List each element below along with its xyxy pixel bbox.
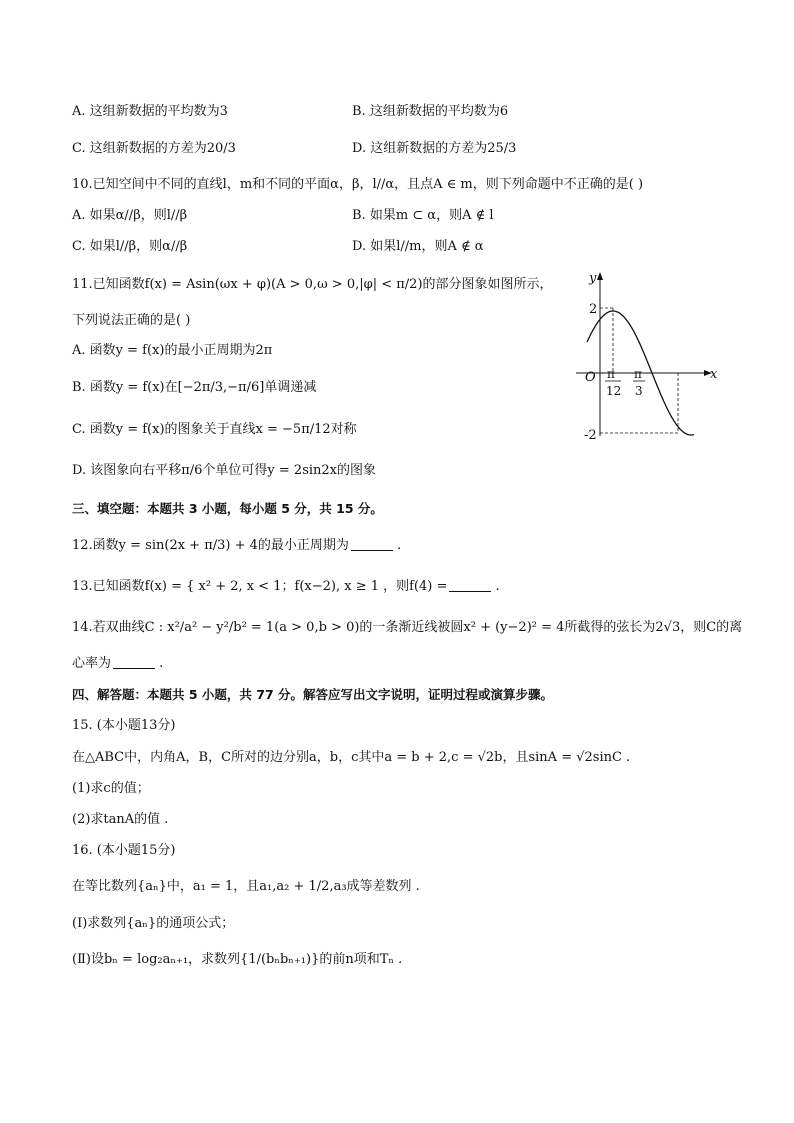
q14-line2: 心率为 . [72,656,164,671]
q14-blank[interactable] [113,656,155,669]
q9-option-b: B. 这组新数据的平均数为6 [352,104,509,119]
q11-option-d: D. 该图象向右平移π/6个单位可得y = 2sin2x的图象 [72,463,376,478]
y-axis-arrow-icon [597,272,603,280]
q10-option-a: A. 如果α//β，则l//β [72,208,188,223]
q9-option-c: C. 这组新数据的方差为20/3 [72,141,236,156]
tick2-den: 3 [635,384,643,398]
q16-title: 16. (本小题15分) [72,843,176,858]
q16-part1: (Ⅰ)求数列{aₙ}的通项公式； [72,916,235,931]
sine-graph [572,268,722,448]
section-4-heading: 四、解答题：本题共 5 小题，共 77 分。解答应写出文字说明，证明过程或演算步骤。 [72,687,554,702]
q11-stem-line2: 下列说法正确的是( ) [72,313,191,328]
q12: 12.函数y = sin(2x + π/3) + 4的最小正周期为 . [72,538,402,553]
x-axis-label: x [710,367,718,382]
q13: 13.已知函数f(x) = { x² + 2, x < 1；f(x−2), x ≥ 1 ，则f(4) = . [72,579,500,594]
q9-option-d: D. 这组新数据的方差为25/3 [352,141,517,156]
q11-option-c: C. 函数y = f(x)的图象关于直线x = −5π/12对称 [72,422,357,437]
q10-option-c: C. 如果l//β，则α//β [72,239,188,254]
q11-option-a: A. 函数y = f(x)的最小正周期为2π [72,343,273,358]
section-3-heading: 三、填空题：本题共 3 小题，每小题 5 分，共 15 分。 [72,501,383,516]
tick1-den: 12 [606,384,622,398]
origin-label: O [585,370,596,385]
y-max-label: 2 [589,302,598,317]
q11-option-b: B. 函数y = f(x)在[−2π/3,−π/6]单调递减 [72,380,317,395]
q15-part2: (2)求tanA的值 . [72,812,169,827]
q10-option-b: B. 如果m ⊂ α，则A ∉ l [352,208,494,223]
q15-stem: 在△ABC中，内角A，B，C所对的边分别a，b，c其中a = b + 2,c = √2b，且sinA = √2sinC . [72,750,631,765]
y-min-label: -2 [584,428,597,443]
q16-part2: (Ⅱ)设bₙ = log₂aₙ₊₁，求数列{1/(bₙbₙ₊₁)}的前n项和Tₙ . [72,952,403,967]
y-axis-label: y [589,271,597,286]
q13-text: 13.已知函数f(x) = { x² + 2, x < 1；f(x−2), x ≥ 1 ，则f(4) = [72,579,448,594]
q10-option-d: D. 如果l//m，则A ∉ α [352,239,484,254]
q14-line1: 14.若双曲线C : x²/a² − y²/b² = 1(a > 0,b > 0)的一条渐近线被圆x² + (y−2)² = 4所截得的弦长为2√3，则C的离 [72,620,743,635]
q16-stem: 在等比数列{aₙ}中，a₁ = 1，且a₁,a₂ + 1/2,a₃成等差数列 . [72,879,420,894]
q9-option-a: A. 这组新数据的平均数为3 [72,104,228,119]
tick2-num: π [634,367,642,381]
q15-part1: (1)求c的值； [72,781,150,796]
q11-stem-line1: 11.已知函数f(x) = Asin(ωx + φ)(A > 0,ω > 0,|φ| < π/2)的部分图象如图所示， [72,277,553,292]
q10-stem: 10.已知空间中不同的直线l，m和不同的平面α，β，l//α，且点A ∈ m，则下列命题中不正确的是( ) [72,177,644,192]
q15-title: 15. (本小题13分) [72,718,176,733]
q12-blank[interactable] [351,538,393,551]
q12-text: 12.函数y = sin(2x + π/3) + 4的最小正周期为 [72,538,349,553]
q14-text: 心率为 [72,656,112,671]
q13-blank[interactable] [449,579,491,592]
tick1-num: π [607,367,615,381]
